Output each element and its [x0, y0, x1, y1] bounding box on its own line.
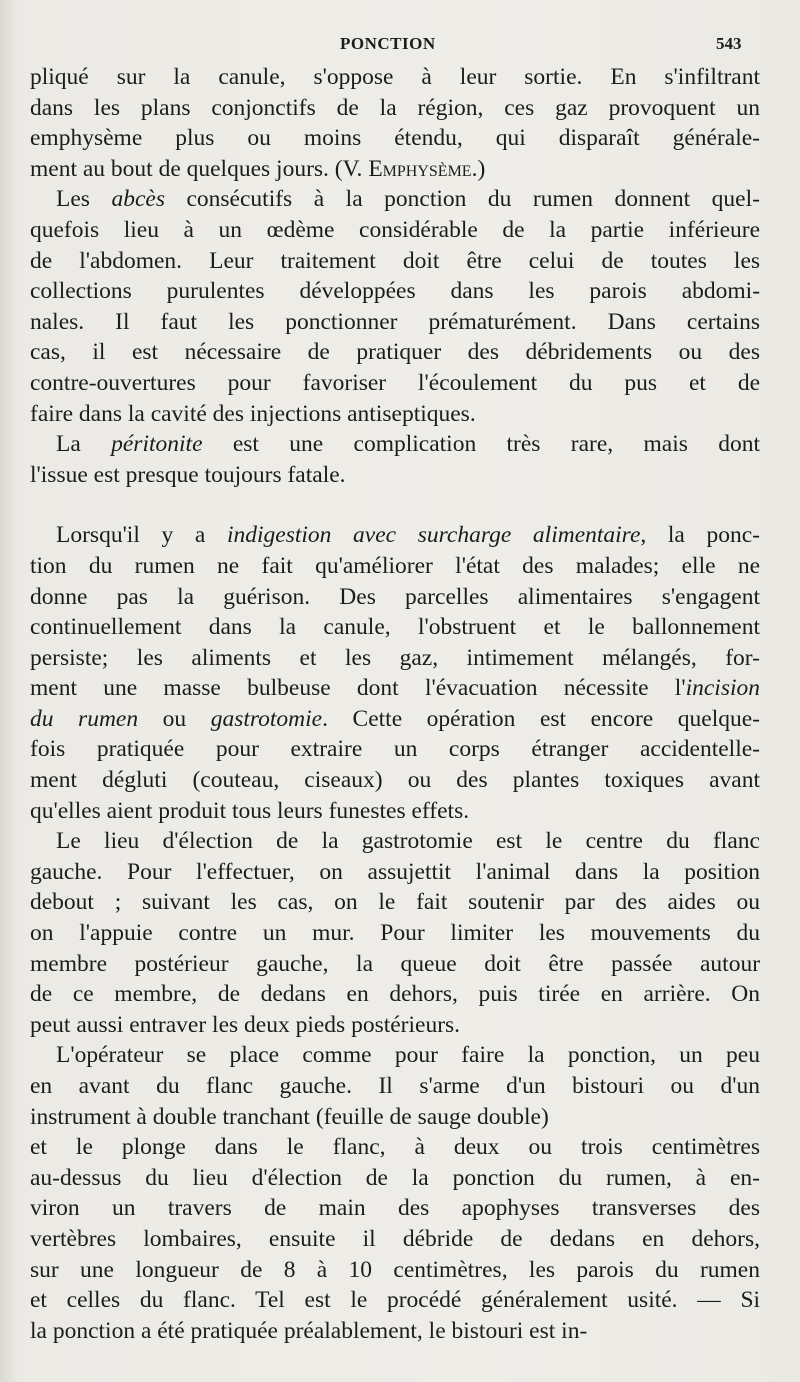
text-line: La péritonite est une complication très rare, mais dont: [56, 431, 760, 458]
text-line: dans les plans conjonctifs de la région, ces gaz provoquent un: [30, 94, 760, 121]
text-line: sur une longueur de 8 à 10 centimètres, les parois du rumen: [30, 1256, 760, 1283]
text-line: en avant du flanc gauche. Il s'arme d'un bistouri ou d'un: [30, 1073, 760, 1099]
page-number: 543: [716, 34, 742, 53]
italic-term: gastrotomie: [210, 705, 323, 732]
italic-term: du rumen: [30, 705, 139, 732]
text-line: cas, il est nécessaire de pratiquer des débridements ou des: [30, 339, 760, 366]
paragraph: [30, 826, 760, 1040]
text-line: quefois lieu à un œdème considérable de la partie inférieure: [30, 216, 761, 243]
italic-term: abcès: [111, 186, 165, 213]
text-line: fois pratiquée pour extraire un corps étranger accidentelle-: [30, 736, 760, 763]
text-line: ment une masse bulbeuse dont l'évacuation nécessite l'incision: [30, 675, 760, 702]
text-line: l'issue est presque toujours fatale.: [30, 461, 346, 488]
paragraph: [30, 1040, 760, 1346]
text-line: vertèbres lombaires, ensuite il débride de dedans en dehors,: [30, 1225, 760, 1252]
paragraph: [30, 429, 760, 490]
text-line: de l'abdomen. Leur traitement doit être celui de toutes les: [30, 247, 761, 274]
text-line: peut aussi entraver les deux pieds postérieurs.: [30, 1011, 461, 1038]
text-line: contre-ouvertures pour favoriser l'écoulement du pus et de: [30, 369, 761, 396]
text-line: pliqué sur la canule, s'oppose à leur sortie. En s'infiltrant: [30, 64, 761, 90]
text-line: continuellement dans la canule, l'obstruent et le ballonnement: [30, 614, 761, 641]
text-line: L'opérateur se place comme pour faire la ponction, un peu: [56, 1042, 760, 1069]
body-text: [30, 62, 760, 1346]
text-line: on l'appuie contre un mur. Pour limiter les mouvements du: [30, 920, 761, 947]
italic-term: indigestion avec surcharge alimentaire: [226, 522, 641, 549]
text-line: Le lieu d'élection de la gastrotomie est le centre du flanc: [56, 828, 760, 855]
text-line: au-dessus du lieu d'élection de la ponction du rumen, à en-: [30, 1164, 760, 1191]
paragraph: [30, 184, 760, 429]
text-line: emphysème plus ou moins étendu, qui disparaît générale-: [30, 125, 760, 152]
text-line: debout ; suivant les cas, on le fait soutenir par des aides ou: [30, 889, 761, 916]
text-line: de ce membre, de dedans en dehors, puis tirée en arrière. On: [30, 981, 761, 1008]
text-line: ment au bout de quelques jours. (V. Emphysème.): [30, 155, 486, 182]
italic-term: incision: [685, 675, 760, 702]
text-line: Lorsqu'il y a indigestion avec surcharge alimentaire, la ponc-: [56, 522, 761, 549]
text-line: faire dans la cavité des injections antiseptiques.: [30, 400, 476, 427]
text-line: instrument à double tranchant (feuille de sauge double): [30, 1103, 549, 1130]
text-line: gauche. Pour l'effectuer, on assujettit l'animal dans la position: [30, 858, 761, 885]
text-line: et le plonge dans le flanc, à deux ou trois centimètres: [30, 1134, 761, 1161]
text-line: collections purulentes développées dans les parois abdomi-: [30, 278, 761, 305]
paragraph: [30, 520, 760, 826]
text-line: qu'elles aient produit tous leurs funestes effets.: [30, 797, 470, 824]
text-line: et celles du flanc. Tel est le procédé généralement usité. — Si: [30, 1287, 761, 1314]
running-head: PONCTION: [340, 34, 436, 53]
paragraph: [30, 62, 760, 184]
text-line: viron un travers de main des apophyses transverses des: [30, 1195, 761, 1222]
text-line: du rumen ou gastrotomie. Cette opération est encore quelque-: [30, 705, 760, 732]
page-header: [0, 34, 800, 58]
text-line: ment dégluti (couteau, ciseaux) ou des plantes toxiques avant: [30, 767, 760, 794]
text-line: tion du rumen ne fait qu'améliorer l'état des malades; elle ne: [30, 552, 761, 579]
section-gap: [30, 490, 760, 520]
text-line: membre postérieur gauche, la queue doit être passée autour: [30, 950, 761, 977]
italic-term: péritonite: [111, 431, 203, 458]
text-line: Les abcès consécutifs à la ponction du rumen donnent quel-: [56, 186, 760, 213]
text-line: la ponction a été pratiquée préalablement, le bistouri est in-: [30, 1317, 588, 1344]
text-line: donne pas la guérison. Des parcelles alimentaires s'engagent: [30, 583, 760, 610]
text-line: nales. Il faut les ponctionner prématurément. Dans certains: [30, 308, 760, 335]
cross-reference: Emphysème: [368, 155, 472, 182]
text-line: persiste; les aliments et les gaz, intimement mélangés, for-: [30, 644, 760, 671]
